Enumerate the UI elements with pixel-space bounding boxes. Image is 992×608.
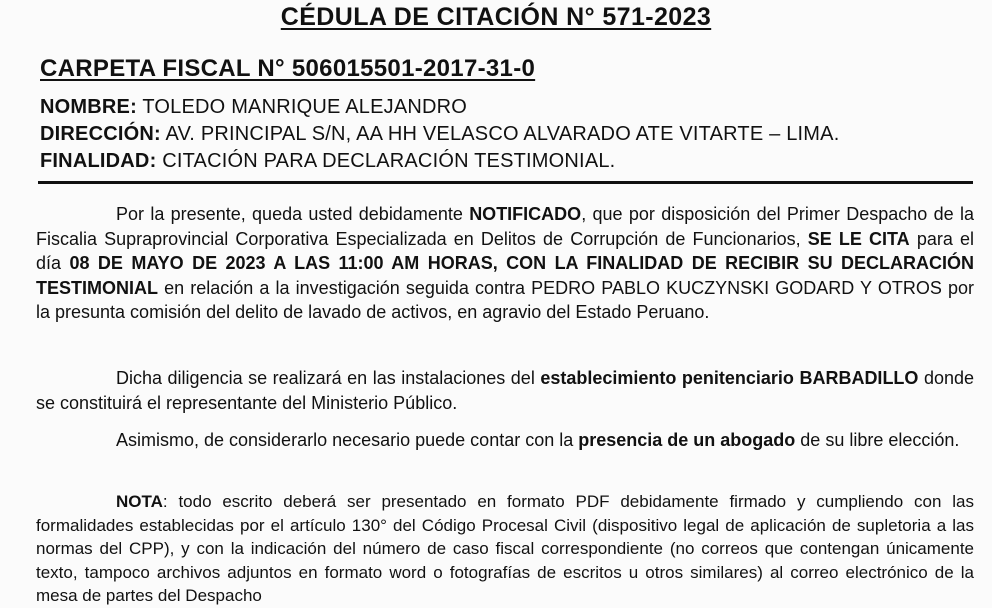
paragraph-location: [36, 366, 974, 415]
paragraph-notification: [36, 202, 974, 325]
p1-text-2: , que por disposición del Primer Despacho de la Fiscalia Supraprovincial Corporativa Especializada en Delitos de Corrupción de Funcionarios,: [36, 204, 974, 249]
p1-bold-se-le-cita: SE LE CITA: [807, 228, 910, 249]
p3-bold-lawyer: presencia de un abogado: [578, 430, 796, 450]
document-title: CÉDULA DE CITACIÓN N° 571-2023: [280, 3, 712, 31]
p3-text-2: de su libre elección.: [795, 430, 960, 450]
p1-text-1: Por la presente, queda usted debidamente: [116, 204, 470, 224]
carpeta-fiscal-number: CARPETA FISCAL N° 506015501-2017-31-0: [40, 55, 536, 82]
paragraph-lawyer: [36, 428, 974, 453]
p2-text-2: donde se constituirá el representante del Ministerio Público.: [36, 368, 975, 413]
field-finalidad-label: FINALIDAD:: [40, 150, 157, 172]
p2-bold-establishment: establecimiento penitenciario BARBADILLO: [540, 368, 919, 388]
p2-text-1: Dicha diligencia se realizará en las instalaciones del: [116, 368, 541, 388]
p4-text-1: : todo escrito deberá ser presentado en formato PDF debidamente firmado y cumpliendo con las formalidades establecidas por el artículo 130° del Código Procesal Civil (dispositivo legal de aplicación de supletoria a las normas del CPP), y con la indicación del número de caso fiscal correspondiente (no correos que contengan únicamente texto, tampoco archivos adjuntos en formato word o fotografías de escritos u otros similares) al correo electrónico de la mesa de partes del Despacho: [36, 492, 974, 605]
field-nombre: [40, 96, 467, 119]
header-divider: [38, 181, 973, 184]
field-nombre-label: NOMBRE:: [40, 96, 137, 118]
p1-text-4: en relación a la investigación seguida contra PEDRO PABLO KUCZYNSKI GODARD Y OTROS por la presunta comisión del delito de lavado de activos, en agravio del Estado Peruano.: [36, 277, 974, 322]
p4-bold-nota: NOTA: [116, 492, 163, 511]
field-nombre-value: TOLEDO MANRIQUE ALEJANDRO: [142, 96, 468, 118]
p1-bold-notificado: NOTIFICADO: [469, 204, 582, 224]
field-finalidad-value: CITACIÓN PARA DECLARACIÓN TESTIMONIAL.: [162, 150, 616, 172]
paragraph-note: [36, 490, 974, 608]
field-direccion: [40, 123, 839, 146]
p1-text-3: para el día: [36, 228, 974, 273]
p3-text-1: Asimismo, de considerarlo necesario puede contar con la: [116, 430, 579, 450]
field-direccion-value: AV. PRINCIPAL S/N, AA HH VELASCO ALVARADO ATE VITARTE – LIMA.: [165, 123, 840, 145]
p1-bold-date: 08 DE MAYO DE 2023 A LAS 11:00 AM HORAS, CON LA FINALIDAD DE RECIBIR SU DECLARACIÓN TESTIMONIAL: [36, 253, 974, 298]
field-direccion-label: DIRECCIÓN:: [40, 123, 161, 145]
field-finalidad: [40, 150, 615, 173]
